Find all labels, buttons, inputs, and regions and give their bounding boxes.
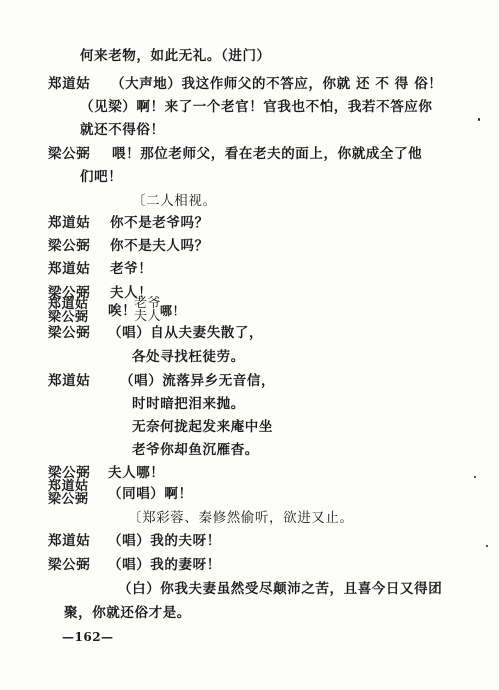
joint-speakers xyxy=(48,298,89,324)
stage-direction: 〔郑彩蓉、秦修然偷听，欲进又止。 xyxy=(128,510,354,526)
dialogue-line: （大声地）我这作师父的不答应，你就 还 不 得 俗！ xyxy=(111,76,443,92)
dialogue-line: 你不是老爷吗？ xyxy=(110,215,209,231)
sung-line: 无奈何拢起发来庵中坐 xyxy=(132,419,273,435)
speaker-name: 梁公弼 xyxy=(48,557,91,573)
sung-line: 各处寻找枉徒劳。 xyxy=(132,349,245,365)
dialogue-line: （白）你我夫妻虽然受尽颠沛之苦，且喜今日又得团 xyxy=(118,581,443,597)
speaker-name: 梁公弼 xyxy=(48,238,91,254)
stage-direction: 〔二人相视。 xyxy=(132,193,217,209)
dialogue-line: 哪！ xyxy=(160,304,186,318)
sung-line: 时时暗把泪来抛。 xyxy=(132,396,245,412)
scan-speck xyxy=(478,118,480,121)
dialogue-line: 老爷！ xyxy=(110,261,153,277)
sung-line: （唱）流落异乡无音信， xyxy=(120,373,276,389)
speaker-name: 郑道姑 xyxy=(48,76,91,92)
sung-line: （唱）我的妻呀！ xyxy=(108,557,221,573)
scan-speck xyxy=(474,476,476,478)
dialogue-line: 你不是夫人吗？ xyxy=(110,238,209,254)
dialogue-line: 们吧！ xyxy=(80,169,123,185)
dialogue-line: 就还不得俗！ xyxy=(80,122,165,138)
speaker-name: 梁公弼 xyxy=(48,492,89,507)
speaker-name: 郑道姑 xyxy=(48,261,91,277)
dialogue-line: 夫人！ xyxy=(110,285,153,301)
speaker-name: 郑道姑 xyxy=(48,373,91,389)
page-number: —162— xyxy=(62,630,114,644)
stacked-word: 老爷 xyxy=(134,296,162,311)
speaker-name: 郑道姑 xyxy=(48,479,89,494)
joint-speakers xyxy=(48,480,89,506)
scan-speck xyxy=(486,545,488,547)
dialogue-line: 聚，你就还俗才是。 xyxy=(64,605,191,621)
sung-line: 老爷你却鱼沉雁杳。 xyxy=(132,442,259,458)
dialogue-line: 唉！ xyxy=(108,303,137,319)
sung-line: （同唱）啊！ xyxy=(108,486,193,502)
speaker-name: 郑道姑 xyxy=(48,215,91,231)
sung-line: （唱）自从夫妻失散了， xyxy=(108,325,264,341)
dialogue-line: 喂！那位老师父，看在老夫的面上，你就成全了他 xyxy=(112,146,423,162)
sung-line: （唱）我的夫呀！ xyxy=(108,533,221,549)
dialogue-line: 夫人哪！ xyxy=(108,465,165,481)
speaker-name: 郑道姑 xyxy=(48,533,91,549)
speaker-name: 梁公弼 xyxy=(48,465,91,481)
stacked-word: 夫人 xyxy=(134,309,162,324)
dialogue-line: 何来老物，如此无礼。（进门） xyxy=(80,48,271,64)
dialogue-line: （见梁）啊！来了一个老官！官我也不怕，我若不答应你 xyxy=(80,99,433,115)
speaker-name: 梁公弼 xyxy=(48,325,91,341)
stacked-words xyxy=(134,297,161,323)
speaker-name: 郑道姑 xyxy=(48,297,89,312)
speaker-name: 梁公弼 xyxy=(48,310,89,325)
speaker-name: 梁公弼 xyxy=(48,285,91,301)
speaker-name: 梁公弼 xyxy=(48,146,91,162)
